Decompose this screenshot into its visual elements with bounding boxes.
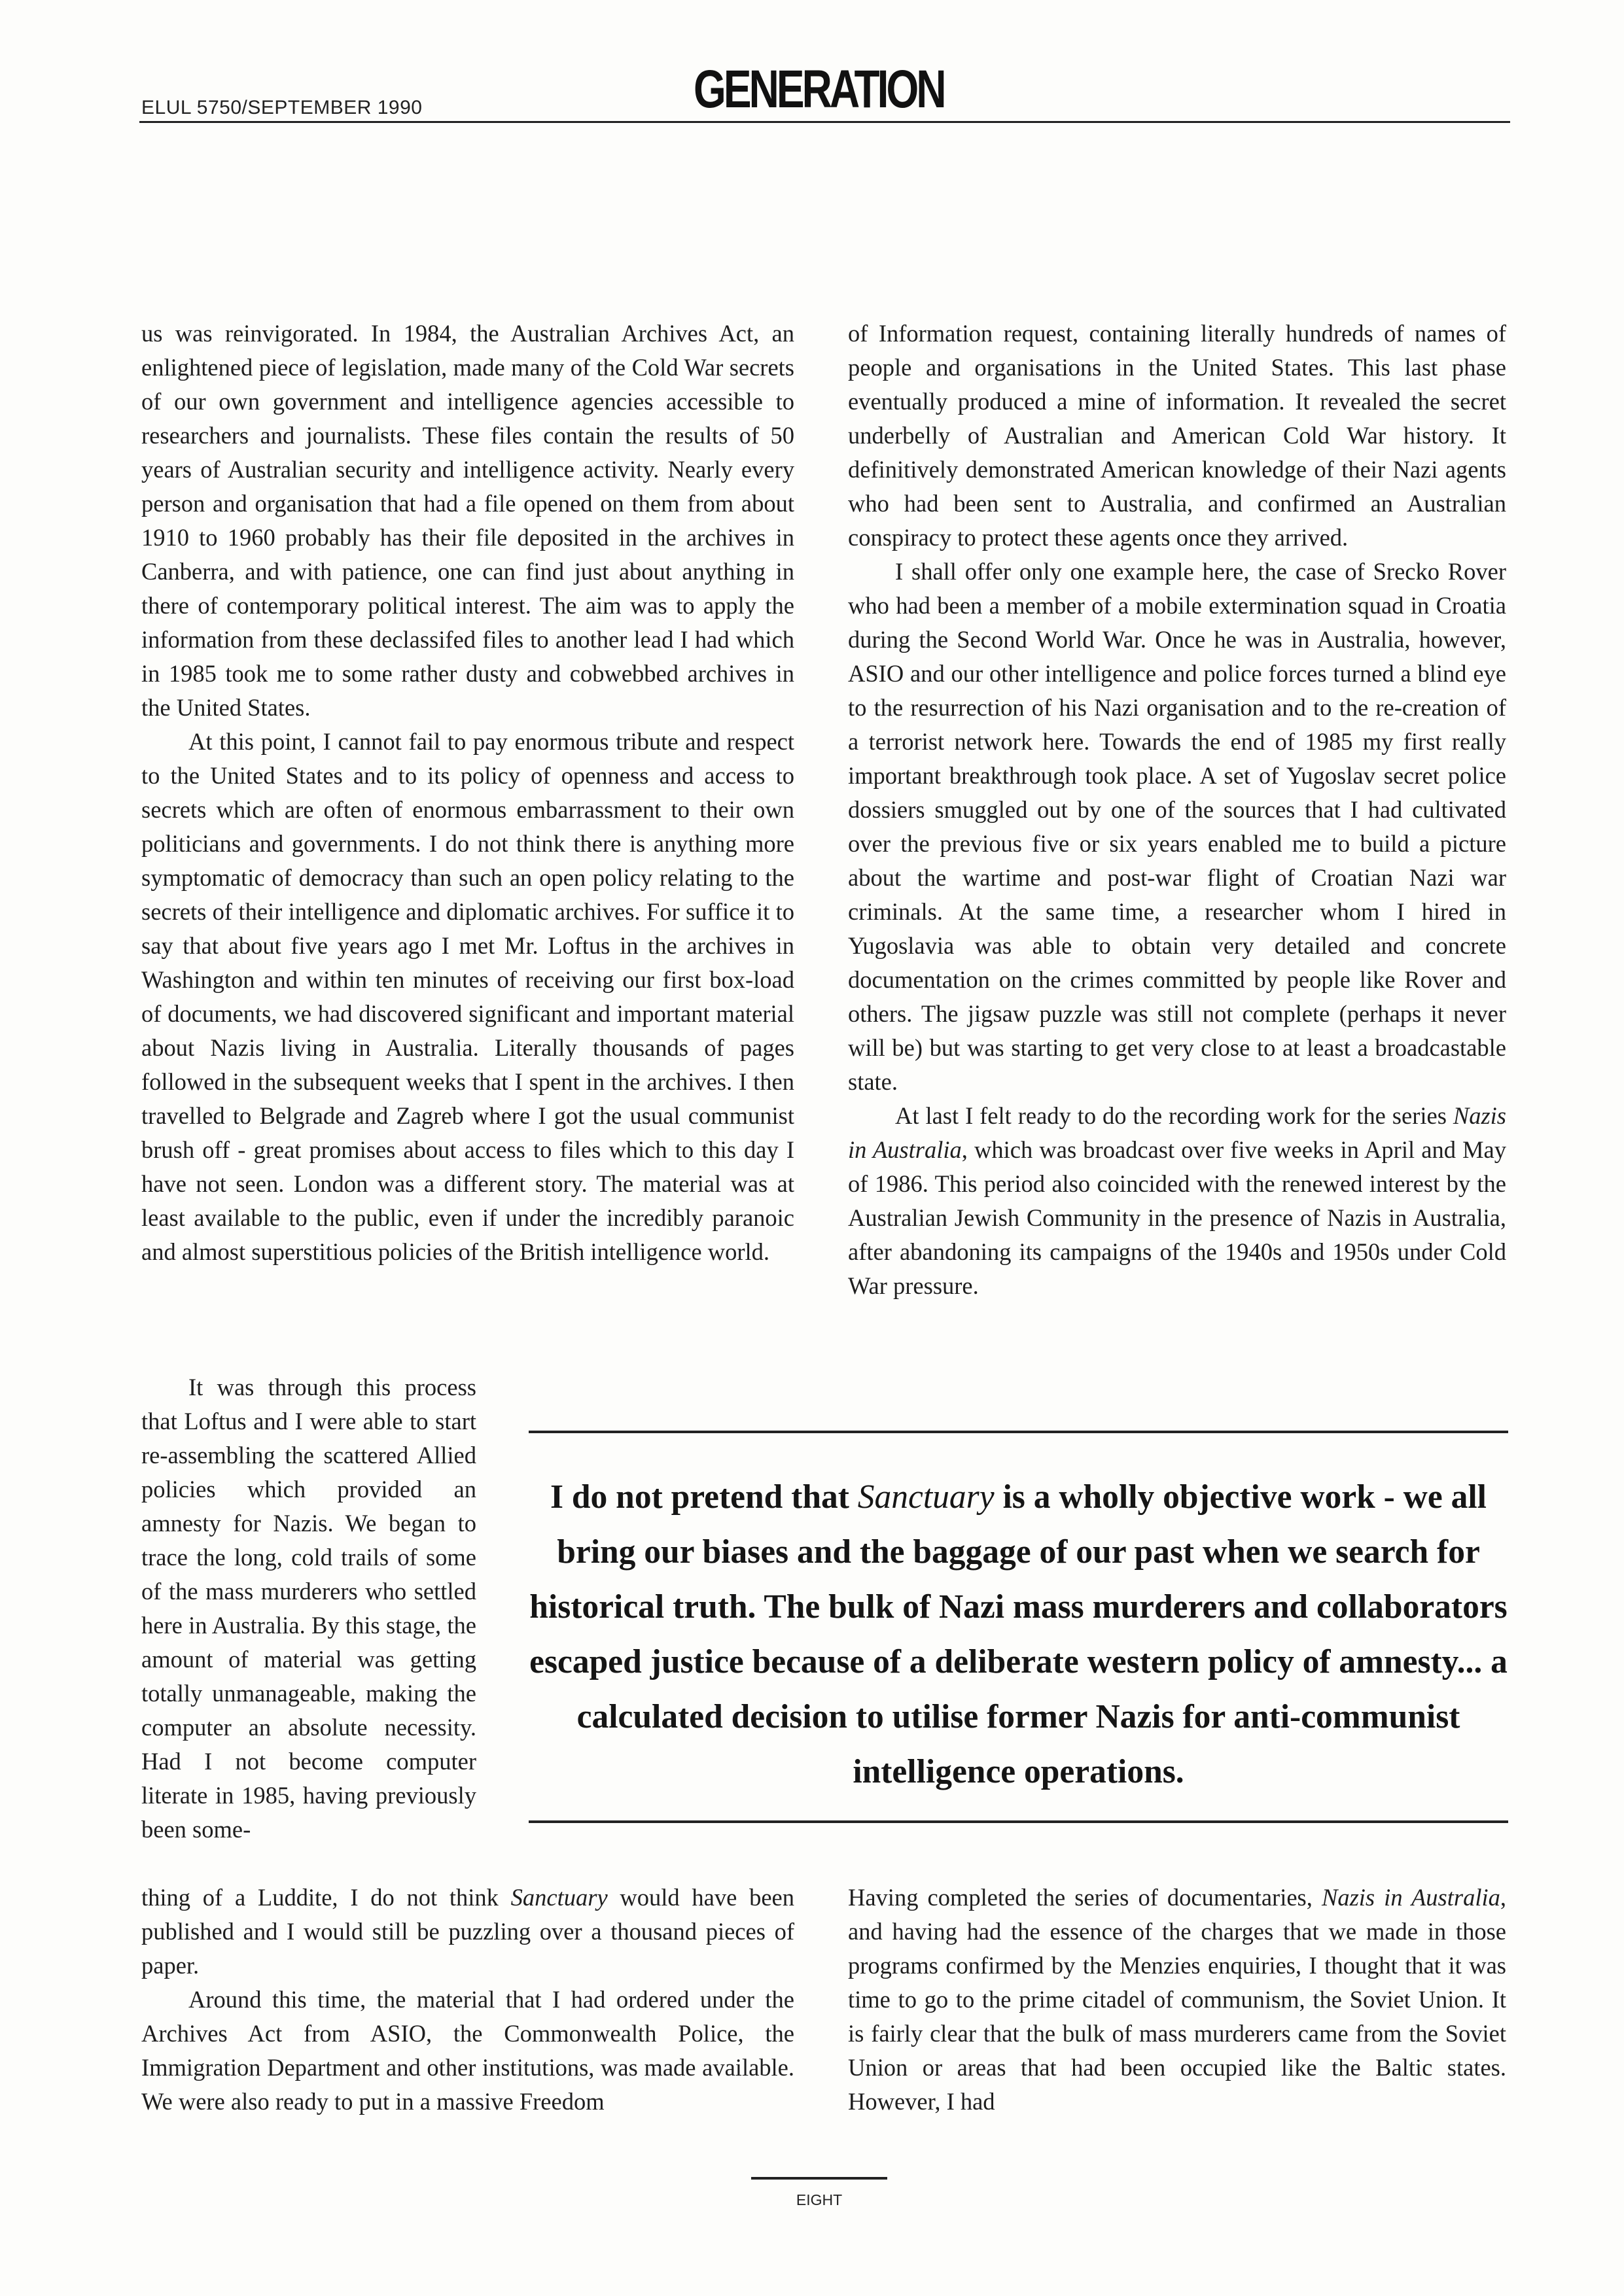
pull-quote: I do not pretend that Sanctuary is a wholly objective work - we all bring our biases and the baggage of our past when we search for historical truth. The bulk of Nazi mass murderers and collaborators escaped justice because of a deliberate western policy of amnesty... a calculated decision to utilise former Nazis for anti-communist intelligence operations. [529, 1478, 1508, 1790]
paragraph: It was through this process that Loftus and I were able to start re-assembling the scattered Allied policies which provided an amnesty for Nazis. We began to trace the long, cold trails of some of the mass murderers who settled here in Australia. By this stage, the amount of material was getting totally unmanageable, making the computer an absolute necessity. Had I not become computer literate in 1985, having previously been some- [141, 1374, 476, 1843]
page-number: EIGHT [796, 2191, 843, 2208]
paragraph: us was reinvigorated. In 1984, the Australian Archives Act, an enlightened piece of legislation, made many of the Cold War secrets of our own government and intelligence agencies accessible to researchers and journalists. These files contain the results of 50 years of Australian security and intelligence activity. Nearly every person and organisation that had a file opened on them from about 1910 to 1960 probably has their file deposited in the archives in Canberra, and with patience, one can find just about anything in there of contemporary political interest. The aim was to apply the information from these declassifed files to another lead I had which in 1985 took me to some rather dusty and cobwebbed archives in the United States. [141, 320, 794, 721]
paragraph: I shall offer only one example here, the case of Srecko Rover who had been a member of a mobile extermination squad in Croatia during the Second World War. Once he was in Australia, however, ASIO and our other intelligence and police forces turned a blind eye to the resurrection of his Nazi organisation and to the re-creation of a terrorist network here. Towards the end of 1985 my first really important breakthrough took place. A set of Yugoslav secret police dossiers smuggled out by one of the sources that I had cultivated over the previous five or six years enabled me to build a picture about the wartime and post-war flight of Croatian Nazi war criminals. At the same time, a researcher whom I hired in Yugoslavia was able to obtain very detailed and concrete documentation on the crimes committed by people like Rover and others. The jigsaw puzzle was still not complete (perhaps it never will be) but was starting to get very close to at least a broadcastable state. [848, 558, 1506, 1095]
paragraph: At last I felt ready to do the recording work for the series Nazis in Australia, which was broadcast over five weeks in April and May of 1986. This period also coincided with the renewed interest by the Australian Jewish Community in the presence of Nazis in Australia, after abandoning its campaigns of the 1940s and 1950s under Cold War pressure. [848, 1102, 1506, 1299]
paragraph: Around this time, the material that I had ordered under the Archives Act from ASIO, the Commonwealth Police, the Immigration Department and other institutions, was made available. We were also ready to put in a massive Freedom [141, 1986, 794, 2115]
column-left-top [141, 317, 794, 1269]
column-right-bottom [848, 1881, 1506, 2119]
paragraph: At this point, I cannot fail to pay enormous tribute and respect to the United States and to its policy of openness and access to secrets which are often of enormous embarrassment to their own politicians and governments. I do not think there is anything more symptomatic of democracy than such an open policy relating to the secrets of their intelligence and diplomatic archives. For suffice it to say that about five years ago I met Mr. Loftus in the archives in Washington and within ten minutes of receiving our first box-load of documents, we had discovered significant and important material about Nazis living in Australia. Literally thousands of pages followed in the subsequent weeks that I spent in the archives. I then travelled to Belgrade and Zagreb where I got the usual communist brush off - great promises about access to files which to this day I have not seen. London was a different story. The material was at least available to the public, even if under the incredibly paranoic and almost superstitious policies of the British intelligence world. [141, 728, 794, 1265]
masthead-title: GENERATION [694, 60, 944, 119]
paragraph: thing of a Luddite, I do not think Sanctuary would have been published and I would still be puzzling over a thousand pieces of paper. [141, 1884, 794, 1979]
column-right-top [848, 317, 1506, 1303]
footer-rule [751, 2177, 887, 2180]
issue-date: ELUL 5750/SEPTEMBER 1990 [141, 97, 423, 118]
paragraph: of Information request, containing literally hundreds of names of people and organisations in the United States. This last phase eventually produced a mine of information. It revealed the secret underbelly of Australian and American Cold War history. It definitively demonstrated American knowledge of their Nazi agents who had been sent to Australia, and confirmed an Australian conspiracy to protect these agents once they arrived. [848, 320, 1506, 551]
column-left-bottom [141, 1881, 794, 2119]
header-rule [139, 121, 1510, 123]
column-left-narrow [141, 1370, 476, 1847]
pullquote-bottom-rule [529, 1820, 1508, 1823]
pullquote-top-rule [529, 1431, 1508, 1433]
paragraph: Having completed the series of documentaries, Nazis in Australia, and having had the essence of the charges that we made in those programs confirmed by the Menzies enquiries, I thought that it was time to go to the prime citadel of communism, the Soviet Union. It is fairly clear that the bulk of mass murderers came from the Soviet Union or areas that had been occupied like the Baltic states. However, I had [848, 1884, 1506, 2115]
